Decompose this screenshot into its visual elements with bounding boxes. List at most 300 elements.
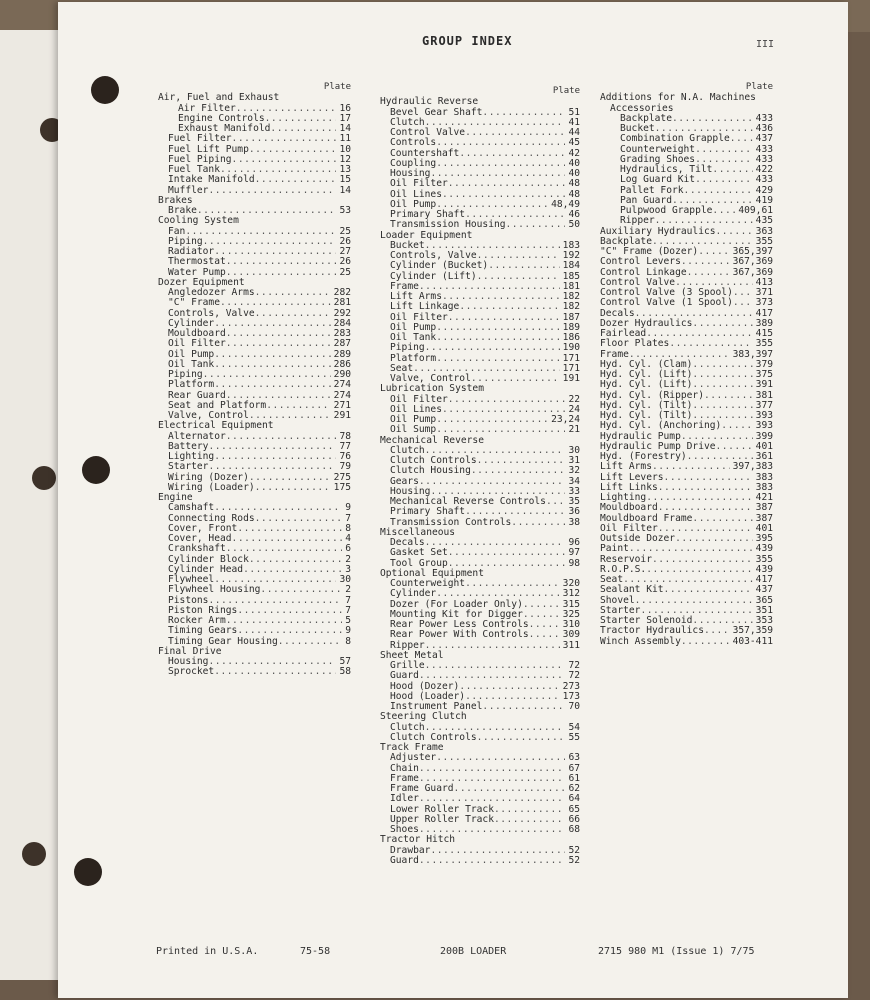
dot-leader	[203, 370, 331, 380]
dot-leader	[249, 145, 337, 155]
entry-plate: 365	[755, 594, 773, 606]
entry-label: Platform	[168, 379, 215, 391]
entry-label: Steering Clutch	[380, 711, 467, 723]
entry-plate: 281	[333, 297, 351, 309]
entry-label: Fan	[168, 225, 186, 237]
index-group-heading	[600, 257, 773, 267]
index-entry	[380, 589, 580, 599]
dot-leader	[448, 313, 560, 323]
dot-leader	[546, 497, 565, 507]
entry-plate: 8	[345, 522, 351, 534]
entry-plate: 96	[568, 537, 580, 548]
footer-model: 200B LOADER	[440, 946, 507, 957]
entry-label: Frame Guard	[390, 783, 454, 794]
entry-plate: 310	[562, 619, 580, 630]
dot-leader	[419, 671, 566, 681]
entry-plate: 274	[333, 379, 351, 391]
entry-plate: 290	[333, 369, 351, 380]
entry-plate: 436	[755, 123, 773, 134]
dot-leader	[664, 473, 753, 483]
entry-plate: 57	[339, 656, 351, 667]
entry-plate: 5	[345, 615, 351, 626]
entry-plate: 58	[339, 666, 351, 678]
entry-label: Lower Roller Track	[390, 803, 494, 815]
entry-label: Hood (Loader)	[390, 690, 466, 702]
entry-plate: 182	[562, 291, 580, 302]
entry-plate: 26	[339, 256, 351, 268]
entry-label: Housing	[168, 656, 209, 667]
entry-label: Drawbar	[390, 844, 431, 856]
dot-leader	[214, 503, 342, 513]
index-entry	[158, 298, 351, 308]
entry-plate: 44	[568, 127, 580, 138]
entry-plate: 63	[568, 752, 580, 764]
entry-label: Oil Sump	[390, 424, 437, 436]
entry-plate: 9	[345, 625, 351, 637]
entry-plate: 98	[568, 557, 580, 569]
entry-plate: 437	[755, 133, 773, 145]
entry-label: Housing	[390, 485, 431, 497]
entry-plate: 187	[562, 311, 580, 323]
index-entry	[380, 343, 580, 353]
entry-plate: 433	[755, 174, 773, 186]
entry-label: Control Valve	[390, 127, 466, 138]
index-group-heading	[600, 637, 773, 647]
entry-plate: 312	[562, 588, 580, 600]
dot-leader	[477, 272, 560, 282]
entry-label: Sealant Kit	[600, 584, 664, 596]
index-entry	[158, 462, 351, 472]
index-group-heading	[600, 626, 773, 636]
entry-plate: 8	[345, 635, 351, 647]
entry-plate: 315	[562, 598, 580, 610]
dot-leader	[471, 374, 560, 384]
entry-plate: 175	[333, 481, 351, 493]
index-page	[58, 2, 848, 998]
entry-plate: 97	[568, 547, 580, 559]
entry-plate: 3	[345, 563, 351, 575]
plate-header: Plate	[323, 82, 351, 92]
entry-plate: 190	[562, 342, 580, 354]
dot-leader	[704, 391, 753, 401]
entry-plate: 387	[755, 512, 773, 524]
dot-leader	[488, 261, 559, 271]
entry-plate: 72	[568, 670, 580, 682]
dot-leader	[430, 846, 565, 856]
entry-plate: 186	[562, 332, 580, 343]
entry-label: Valve, Control	[168, 410, 249, 421]
entry-label: Mouldboard	[600, 502, 658, 514]
entry-label: Hydraulic Pump	[600, 430, 681, 442]
entry-label: Clutch Controls	[390, 455, 477, 466]
dot-leader	[425, 343, 560, 353]
entry-label: Final Drive	[158, 645, 222, 657]
dot-leader	[419, 477, 566, 487]
entry-plate: 183	[562, 239, 580, 251]
entry-plate: 72	[568, 660, 580, 671]
dot-leader	[687, 268, 730, 278]
dot-leader	[652, 462, 730, 472]
entry-plate: 7	[345, 604, 351, 616]
dot-leader	[529, 620, 560, 630]
entry-label: Cylinder Block	[168, 553, 249, 565]
entry-plate: 48	[568, 178, 580, 190]
entry-plate: 54	[568, 721, 580, 733]
entry-plate: 397,383	[732, 461, 773, 473]
entry-plate: 191	[562, 373, 580, 384]
entry-plate: 41	[568, 116, 580, 128]
dot-leader	[465, 507, 565, 517]
dot-leader	[730, 134, 753, 144]
dot-leader	[208, 657, 336, 667]
index-group-heading	[600, 339, 773, 349]
dot-leader	[635, 596, 753, 606]
footer-reference: 2715 980 M1 (Issue 1) 7/75	[598, 946, 755, 957]
entry-plate: 62	[568, 783, 580, 794]
entry-label: Timing Gear Housing	[168, 635, 278, 647]
entry-label: Cylinder	[390, 588, 437, 600]
dot-leader	[237, 626, 342, 636]
entry-label: Alternator	[168, 430, 226, 442]
entry-plate: 34	[568, 475, 580, 487]
entry-plate: 2	[345, 553, 351, 565]
entry-label: Frame	[390, 280, 419, 292]
entry-label: Track Frame	[380, 742, 444, 753]
dot-leader	[733, 288, 753, 298]
entry-label: Controls	[390, 137, 437, 149]
entry-plate: 25	[339, 225, 351, 237]
entry-label: Pistons	[168, 594, 209, 606]
entry-label: Cylinder (Lift)	[390, 270, 477, 282]
entry-plate: 38	[568, 516, 580, 528]
dot-leader	[260, 585, 342, 595]
entry-plate: 284	[333, 317, 351, 329]
entry-label: Bevel Gear Shaft	[390, 106, 483, 118]
entry-label: Piping	[168, 369, 203, 380]
entry-label: Control Valve	[600, 276, 676, 288]
dot-leader	[208, 462, 336, 472]
entry-plate: 48,49	[551, 198, 580, 210]
dot-leader	[448, 179, 566, 189]
entry-label: Tractor Hitch	[380, 834, 456, 846]
index-entry	[158, 667, 351, 677]
entry-label: Seat	[600, 574, 624, 585]
entry-label: Rear Power Less Controls	[390, 619, 529, 630]
entry-plate: 389	[755, 317, 773, 329]
dot-leader	[249, 555, 342, 565]
entry-label: Cylinder Head	[168, 563, 244, 575]
dot-leader	[226, 257, 337, 267]
dot-leader	[255, 288, 331, 298]
entry-label: Cooling System	[158, 215, 239, 227]
entry-label: Gears	[390, 475, 419, 487]
entry-label: Fuel Filter	[168, 133, 232, 145]
dot-leader	[477, 456, 566, 466]
entry-label: Bucket	[390, 239, 425, 251]
entry-label: Lift Links	[600, 481, 658, 493]
index-entry	[380, 466, 580, 476]
entry-plate: 30	[339, 574, 351, 585]
entry-label: Backplate	[620, 112, 672, 124]
entry-label: Lift Linkage	[390, 301, 460, 313]
dot-leader	[629, 544, 753, 554]
dot-leader	[255, 514, 343, 524]
entry-label: Platform	[390, 352, 437, 364]
entry-label: Lubrication System	[380, 383, 484, 395]
entry-plate: 192	[562, 250, 580, 261]
entry-plate: 395	[755, 533, 773, 544]
entry-label: Oil Filter	[390, 178, 448, 190]
entry-plate: 375	[755, 369, 773, 380]
entry-label: Oil Pump	[390, 321, 437, 333]
entry-label: Pulpwood Grapple	[620, 205, 713, 216]
dot-leader	[681, 257, 730, 267]
index-group-heading	[600, 462, 773, 472]
dot-leader	[232, 534, 343, 544]
entry-plate: 274	[333, 389, 351, 401]
entry-label: Starter	[600, 604, 641, 616]
index-entry	[380, 425, 580, 435]
entry-label: Hydraulic Pump Drive	[600, 440, 716, 452]
dot-leader	[255, 309, 331, 319]
entry-plate: 61	[568, 772, 580, 784]
dot-leader	[266, 401, 330, 411]
entry-label: Ripper	[390, 639, 425, 651]
entry-label: Hyd. (Forestry)	[600, 451, 687, 462]
entry-label: Clutch Controls	[390, 731, 477, 743]
entry-plate: 53	[339, 205, 351, 216]
index-entry	[380, 630, 580, 640]
entry-label: Grading Shoes	[620, 153, 696, 165]
dot-leader	[185, 227, 336, 237]
index-group-heading	[600, 421, 773, 431]
entry-label: Crankshaft	[168, 543, 226, 555]
entry-plate: 14	[339, 123, 351, 134]
dot-leader	[255, 483, 331, 493]
entry-label: Water Pump	[168, 266, 226, 278]
entry-plate: 419	[755, 194, 773, 206]
entry-label: Decals	[600, 307, 635, 319]
entry-label: Cover, Front	[168, 522, 238, 534]
index-column-3	[600, 82, 773, 647]
punch-hole	[82, 456, 110, 484]
entry-label: Reservoir	[600, 553, 652, 565]
entry-label: Flywheel	[168, 574, 215, 585]
entry-plate: 439	[755, 563, 773, 575]
entry-label: Engine Controls	[178, 112, 265, 124]
entry-label: Instrument Panel	[390, 701, 483, 712]
dot-leader	[232, 134, 337, 144]
entry-plate: 381	[755, 389, 773, 401]
entry-label: Idler	[390, 793, 419, 805]
entry-plate: 171	[562, 362, 580, 374]
entry-plate: 40	[568, 157, 580, 169]
entry-plate: 50	[568, 219, 580, 231]
dot-leader	[214, 360, 330, 370]
entry-label: Grille	[390, 660, 425, 671]
entry-plate: 413	[755, 276, 773, 288]
index-entry	[380, 794, 580, 804]
dot-leader	[459, 682, 559, 692]
dot-leader	[692, 370, 752, 380]
entry-plate: 273	[562, 680, 580, 692]
entry-label: Floor Plates	[600, 338, 670, 350]
entry-plate: 287	[333, 338, 351, 350]
entry-plate: 77	[339, 440, 351, 452]
dot-leader	[646, 565, 752, 575]
entry-plate: 6	[345, 543, 351, 555]
entry-label: Auxiliary Hydraulics	[600, 225, 716, 237]
entry-label: Cover, Head	[168, 533, 232, 544]
entry-label: Ripper	[620, 215, 655, 227]
entry-plate: 13	[339, 164, 351, 175]
dot-leader	[454, 784, 566, 794]
entry-label: Oil Lines	[390, 188, 442, 200]
dot-leader	[436, 323, 559, 333]
entry-plate: 48	[568, 188, 580, 200]
dot-leader	[716, 227, 753, 237]
dot-leader	[220, 298, 331, 308]
dot-leader	[471, 466, 566, 476]
index-entry	[380, 179, 580, 189]
entry-plate: 289	[333, 348, 351, 360]
entry-plate: 367,369	[732, 266, 773, 278]
entry-plate: 181	[562, 280, 580, 292]
dot-leader	[226, 432, 337, 442]
dot-leader	[669, 339, 752, 349]
entry-label: Seat and Platform	[168, 399, 267, 411]
entry-plate: 415	[755, 328, 773, 339]
entry-plate: 171	[562, 352, 580, 364]
entry-plate: 383	[755, 471, 773, 483]
entry-plate: 320	[562, 578, 580, 589]
dot-leader	[655, 216, 753, 226]
index-group-heading	[600, 585, 773, 595]
index-entry	[600, 134, 773, 144]
entry-plate: 35	[568, 496, 580, 507]
entry-label: Starter Solenoid	[600, 615, 693, 626]
index-entry	[380, 753, 580, 763]
dot-leader	[419, 856, 566, 866]
dot-leader	[695, 175, 753, 185]
entry-plate: 365,397	[732, 246, 773, 257]
entry-label: Additions for N.A. Machines	[600, 92, 756, 104]
dot-leader	[698, 247, 729, 257]
entry-plate: 403-411	[732, 635, 773, 647]
punch-hole	[74, 858, 102, 886]
entry-plate: 2	[345, 584, 351, 596]
entry-label: Accessories	[610, 102, 674, 114]
entry-plate: 52	[568, 844, 580, 856]
entry-label: Combination Grapple	[620, 133, 730, 145]
entry-label: Brake	[168, 205, 197, 216]
entry-label: Mechanical Reverse Controls	[390, 496, 546, 507]
entry-label: Clutch	[390, 721, 425, 733]
entry-label: Oil Pump	[390, 198, 437, 210]
dot-leader	[214, 667, 336, 677]
entry-label: Control Valve (3 Spool)	[600, 287, 733, 298]
entry-label: Lift Arms	[600, 461, 652, 473]
dot-leader	[529, 630, 560, 640]
dot-leader	[436, 333, 559, 343]
entry-plate: 377	[755, 399, 773, 411]
entry-plate: 371	[755, 287, 773, 298]
dot-leader	[436, 138, 565, 148]
entry-label: Valve, Control	[390, 373, 471, 384]
dot-leader	[477, 733, 566, 743]
entry-label: Frame	[600, 348, 629, 360]
dot-leader	[226, 329, 331, 339]
entry-plate: 33	[568, 485, 580, 497]
dot-leader	[658, 483, 753, 493]
entry-plate: 16	[339, 102, 351, 114]
entry-label: Hyd. Cyl. (Clam)	[600, 358, 693, 370]
dot-leader	[692, 380, 752, 390]
index-entry	[158, 175, 351, 185]
entry-label: Thermostat	[168, 256, 226, 268]
entry-label: Piston Rings	[168, 604, 238, 616]
entry-label: Cylinder (Bucket)	[390, 260, 489, 272]
dot-leader	[712, 206, 735, 216]
entry-plate: 9	[345, 502, 351, 514]
index-group-heading	[380, 97, 580, 107]
dot-leader	[226, 616, 342, 626]
dot-leader	[704, 626, 730, 636]
entry-label: Dozer (For Loader Only)	[390, 598, 523, 610]
index-group-heading	[600, 565, 773, 575]
entry-plate: 7	[345, 594, 351, 606]
dot-leader	[692, 319, 752, 329]
dot-leader	[465, 128, 565, 138]
dot-leader	[442, 292, 560, 302]
dot-leader	[684, 186, 753, 196]
entry-plate: 184	[562, 260, 580, 272]
entry-label: Lighting	[168, 451, 215, 462]
entry-plate: 32	[568, 465, 580, 477]
entry-label: Oil Filter	[390, 311, 448, 323]
entry-plate: 393	[755, 410, 773, 421]
index-group-heading	[380, 835, 580, 845]
entry-plate: 17	[339, 112, 351, 124]
index-entry	[158, 544, 351, 554]
entry-plate: 383,397	[732, 348, 773, 360]
dot-leader	[506, 220, 566, 230]
dot-leader	[664, 585, 753, 595]
dot-leader	[672, 114, 753, 124]
index-group-heading	[380, 384, 580, 394]
index-group-heading	[600, 93, 773, 103]
entry-plate: 401	[755, 440, 773, 452]
entry-plate: 55	[568, 731, 580, 743]
dot-leader	[448, 548, 566, 558]
index-entry	[380, 261, 580, 271]
entry-label: Rear Guard	[168, 389, 226, 401]
entry-label: Transmission Housing	[390, 219, 506, 231]
entry-label: Guard	[390, 670, 419, 682]
index-entry	[380, 507, 580, 517]
entry-label: Oil Filter	[390, 393, 448, 405]
entry-label: Pan Guard	[620, 194, 672, 206]
entry-plate: 286	[333, 358, 351, 370]
entry-label: Clutch Housing	[390, 465, 471, 477]
entry-plate: 373	[755, 297, 773, 309]
dot-leader	[477, 251, 560, 261]
entry-label: Starter	[168, 461, 209, 473]
dot-leader	[436, 415, 548, 425]
entry-label: Bucket	[620, 123, 655, 134]
dot-leader	[436, 753, 565, 763]
footer-code: 75-58	[300, 946, 331, 957]
